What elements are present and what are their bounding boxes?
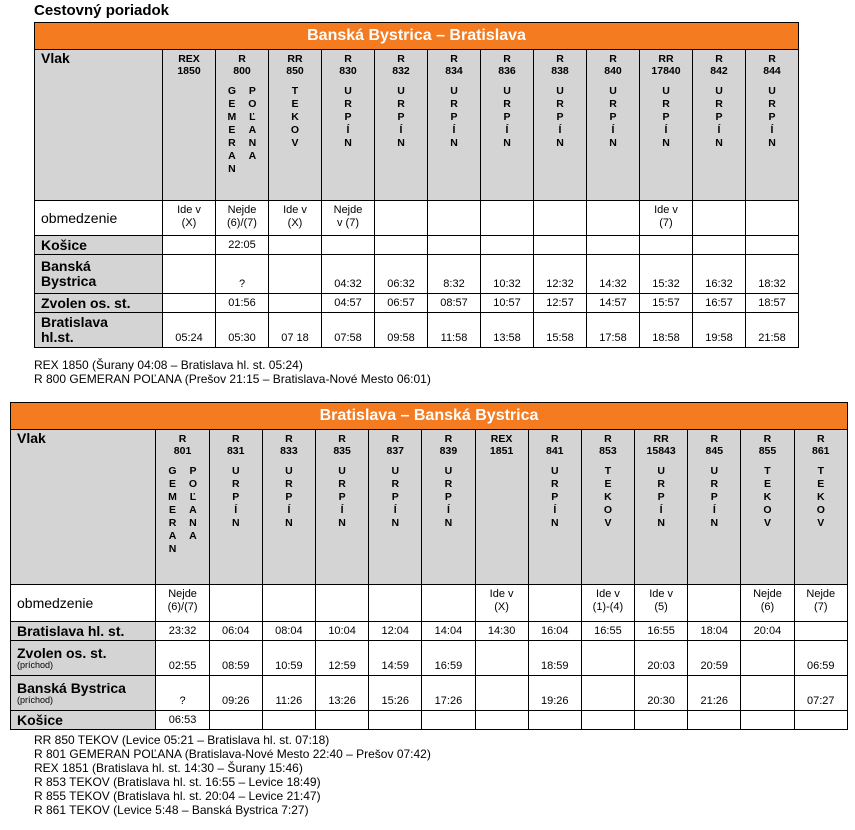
time-cell: 20:04 — [741, 622, 794, 641]
time-cell — [741, 676, 794, 711]
station-name: Košice — [35, 236, 163, 255]
time-cell — [269, 294, 322, 313]
time-cell: 12:04 — [369, 622, 422, 641]
station-name: Košice — [11, 711, 156, 730]
time-cell: 04:32 — [322, 255, 375, 294]
train-name-letters: U R P Í N — [444, 465, 453, 529]
time-cell — [741, 711, 794, 730]
train-column-7 — [534, 50, 587, 201]
time-cell: 18:58 — [640, 313, 693, 348]
train-name-vertical — [529, 465, 581, 530]
train-number: R 831 — [226, 433, 245, 457]
train-name-letters: U R P Í N — [609, 85, 617, 149]
time-cell — [481, 236, 534, 255]
train-name-vertical — [369, 465, 421, 530]
train-number: R 845 — [705, 433, 724, 457]
time-cell — [269, 236, 322, 255]
time-cell — [587, 236, 640, 255]
train-name-letters: U R P Í N — [397, 85, 405, 149]
time-cell: 04:57 — [322, 294, 375, 313]
train-column-1 — [216, 50, 269, 201]
train-column-4 — [375, 50, 428, 201]
restriction-cell — [369, 585, 422, 622]
time-cell — [163, 236, 216, 255]
time-cell: 14:57 — [587, 294, 640, 313]
train-number: R 834 — [445, 53, 463, 77]
train-name-vertical — [375, 85, 427, 150]
time-cell: 15:32 — [640, 255, 693, 294]
train-number: R 842 — [710, 53, 728, 77]
time-cell: 16:59 — [422, 641, 475, 676]
time-cell — [369, 711, 422, 730]
time-cell: 17:26 — [422, 676, 475, 711]
time-cell: 14:30 — [475, 622, 528, 641]
train-name-letters: U R P Í N — [391, 465, 400, 529]
train-name-vertical — [746, 85, 798, 150]
train-header-row — [35, 50, 799, 201]
train-number: R 832 — [392, 53, 410, 77]
time-cell — [528, 711, 581, 730]
station-row — [35, 313, 799, 348]
train-column-8 — [581, 430, 634, 585]
station-row — [35, 236, 799, 255]
time-cell: 21:26 — [688, 676, 741, 711]
train-number: R 839 — [439, 433, 458, 457]
train-number: R 840 — [604, 53, 622, 77]
train-column-3 — [322, 50, 375, 201]
station-name: Zvolen os. st. (príchod) — [11, 641, 156, 676]
station-row — [11, 622, 848, 641]
time-cell: 10:04 — [316, 622, 369, 641]
train-number: R 801 — [173, 433, 192, 457]
train-column-3 — [316, 430, 369, 585]
train-number: R 833 — [280, 433, 298, 457]
train-column-0 — [163, 50, 216, 201]
time-cell: 20:03 — [635, 641, 688, 676]
train-number: R 853 — [599, 433, 617, 457]
time-cell — [581, 711, 634, 730]
train-number: R 836 — [498, 53, 516, 77]
train-column-5 — [428, 50, 481, 201]
train-column-8 — [587, 50, 640, 201]
train-name-letters: U R P Í N — [344, 85, 352, 149]
train-name-vertical — [481, 85, 533, 150]
time-cell: 06:57 — [375, 294, 428, 313]
time-cell: 17:58 — [587, 313, 640, 348]
time-cell: 12:32 — [534, 255, 587, 294]
train-name-vertical — [263, 465, 315, 530]
time-cell: 14:59 — [369, 641, 422, 676]
time-cell — [163, 294, 216, 313]
time-cell — [794, 622, 847, 641]
time-cell: 12:59 — [316, 641, 369, 676]
time-cell: 16:55 — [635, 622, 688, 641]
train-column-11 — [746, 50, 799, 201]
train-name-vertical — [210, 465, 262, 530]
time-cell: 19:58 — [693, 313, 746, 348]
train-number: R 841 — [546, 433, 564, 457]
train-name-vertical — [422, 465, 474, 530]
route-title: Banská Bystrica – Bratislava — [35, 23, 799, 50]
train-name-vertical — [269, 85, 321, 150]
station-row — [11, 676, 848, 711]
train-number: R 861 — [812, 433, 830, 457]
time-cell: 09:26 — [209, 676, 262, 711]
time-cell — [269, 255, 322, 294]
train-number: REX 1850 — [177, 53, 201, 77]
time-cell — [209, 711, 262, 730]
time-cell — [375, 236, 428, 255]
vlak-label: Vlak — [11, 430, 156, 585]
train-name-vertical — [534, 85, 586, 150]
train-column-5 — [422, 430, 475, 585]
train-column-0 — [156, 430, 209, 585]
restriction-row — [11, 585, 848, 622]
time-cell — [635, 711, 688, 730]
train-number: R 844 — [763, 53, 781, 77]
restriction-cell: Ide v (5) — [635, 585, 688, 622]
train-column-2 — [262, 430, 315, 585]
time-cell: 15:57 — [640, 294, 693, 313]
time-cell: 07:27 — [794, 676, 847, 711]
train-name-vertical — [156, 465, 208, 556]
restriction-cell: Ide v (1)-(4) — [581, 585, 634, 622]
vlak-label: Vlak — [35, 50, 163, 201]
time-cell: 05:30 — [216, 313, 269, 348]
train-name-letters: T E K O V — [763, 465, 772, 529]
time-cell: 02:55 — [156, 641, 209, 676]
train-name-vertical — [582, 465, 634, 530]
restriction-row — [35, 201, 799, 236]
station-name: Bratislava hl.st. — [35, 313, 163, 348]
restriction-cell: Ide v (7) — [640, 201, 693, 236]
time-cell: 20:59 — [688, 641, 741, 676]
time-cell: 18:57 — [746, 294, 799, 313]
station-row — [11, 711, 848, 730]
train-name-vertical — [216, 85, 268, 176]
train-name-vertical — [795, 465, 847, 530]
restriction-cell: Nejde (6)/(7) — [156, 585, 209, 622]
time-cell: 11:26 — [262, 676, 315, 711]
time-cell: 19:26 — [528, 676, 581, 711]
restriction-cell — [528, 585, 581, 622]
restriction-cell — [688, 585, 741, 622]
train-name-two-columns — [156, 465, 208, 556]
train-name-letters: T E K O V — [603, 465, 613, 529]
time-cell: 22:05 — [216, 236, 269, 255]
timetable-bb-ba — [34, 22, 799, 348]
restriction-cell — [693, 201, 746, 236]
train-name-letters: U R P Í N — [662, 85, 670, 149]
time-cell — [741, 641, 794, 676]
restriction-cell: Nejde (6)/(7) — [216, 201, 269, 236]
time-cell: 10:32 — [481, 255, 534, 294]
train-name-col: P O Ľ A N A — [248, 85, 257, 162]
time-cell: 18:32 — [746, 255, 799, 294]
time-cell: 16:57 — [693, 294, 746, 313]
time-cell: 23:32 — [156, 622, 209, 641]
time-cell — [581, 641, 634, 676]
train-name-letters: U R P Í N — [231, 465, 240, 529]
train-number: R 837 — [386, 433, 405, 457]
time-cell: 20:30 — [635, 676, 688, 711]
time-cell: 15:58 — [534, 313, 587, 348]
train-number: RR 17840 — [651, 53, 681, 77]
train-name-letters: U R P Í N — [715, 85, 723, 149]
time-cell: 06:32 — [375, 255, 428, 294]
restriction-cell — [428, 201, 481, 236]
train-name-col: G E M E R A N — [227, 85, 237, 175]
time-cell: 16:55 — [581, 622, 634, 641]
time-cell: 06:59 — [794, 641, 847, 676]
train-column-7 — [528, 430, 581, 585]
train-name-letters: U R P Í N — [768, 85, 776, 149]
time-cell — [794, 711, 847, 730]
train-column-6 — [481, 50, 534, 201]
restriction-cell: Nejde (7) — [794, 585, 847, 622]
train-column-10 — [688, 430, 741, 585]
train-name-letters: T E K O V — [816, 465, 825, 529]
train-column-11 — [741, 430, 794, 585]
train-name-col: P O Ľ A N A — [188, 465, 198, 542]
time-cell: 07:58 — [322, 313, 375, 348]
restriction-cell: Ide v (X) — [163, 201, 216, 236]
page-title: Cestovný poriadok — [34, 2, 170, 19]
time-cell — [163, 255, 216, 294]
train-number: R 838 — [551, 53, 569, 77]
train-column-6 — [475, 430, 528, 585]
time-cell: 14:32 — [587, 255, 640, 294]
train-name-col: G E M E R A N — [168, 465, 177, 555]
train-name-letters: U R P Í N — [710, 465, 719, 529]
train-name-letters: U R P Í N — [503, 85, 511, 149]
time-cell — [475, 641, 528, 676]
train-column-1 — [209, 430, 262, 585]
train-number: R 835 — [333, 433, 351, 457]
train-column-9 — [635, 430, 688, 585]
time-cell: 14:04 — [422, 622, 475, 641]
time-cell: 18:59 — [528, 641, 581, 676]
time-cell: 11:58 — [428, 313, 481, 348]
restriction-cell: Ide v (X) — [475, 585, 528, 622]
time-cell: ? — [216, 255, 269, 294]
train-name-vertical — [635, 465, 687, 530]
train-number: RR 850 — [286, 53, 304, 77]
time-cell: 8:32 — [428, 255, 481, 294]
train-name-vertical — [741, 465, 793, 530]
train-number: REX 1851 — [489, 433, 514, 457]
time-cell: 06:53 — [156, 711, 209, 730]
note-line: R 861 TEKOV (Levice 5:48 – Banská Bystrica 7:27) — [34, 803, 309, 817]
train-name-vertical — [688, 465, 740, 530]
train-header-row — [11, 430, 848, 585]
time-cell: 01:56 — [216, 294, 269, 313]
station-note: (príchod) — [17, 695, 54, 705]
train-column-4 — [369, 430, 422, 585]
note-line: RR 850 TEKOV (Levice 05:21 – Bratislava hl. st. 07:18) — [34, 733, 330, 747]
timetable-ba-bb — [10, 402, 848, 730]
train-name-letters: U R P Í N — [550, 465, 559, 529]
time-cell — [316, 711, 369, 730]
train-name-letters: T E K O V — [290, 85, 300, 149]
station-name: Banská Bystrica — [35, 255, 163, 294]
time-cell: 08:57 — [428, 294, 481, 313]
train-column-12 — [794, 430, 847, 585]
train-number: R 800 — [233, 53, 251, 77]
time-cell: ? — [156, 676, 209, 711]
restriction-cell — [746, 201, 799, 236]
time-cell: 16:32 — [693, 255, 746, 294]
restriction-cell: Nejde (6) — [741, 585, 794, 622]
station-name: Banská Bystrica (príchod) — [11, 676, 156, 711]
train-column-9 — [640, 50, 693, 201]
time-cell: 08:59 — [209, 641, 262, 676]
time-cell — [746, 236, 799, 255]
time-cell — [534, 236, 587, 255]
station-note: (príchod) — [17, 660, 54, 670]
train-column-10 — [693, 50, 746, 201]
note-line: R 800 GEMERAN POĽANA (Prešov 21:15 – Bratislava-Nové Mesto 06:01) — [34, 372, 431, 386]
train-number: R 855 — [758, 433, 777, 457]
station-name: Bratislava hl. st. — [11, 622, 156, 641]
restriction-cell: Ide v (X) — [269, 201, 322, 236]
route-header-row — [35, 23, 799, 50]
time-cell: 15:26 — [369, 676, 422, 711]
restriction-cell — [422, 585, 475, 622]
restriction-cell — [481, 201, 534, 236]
train-number: RR 15843 — [646, 433, 676, 457]
time-cell: 09:58 — [375, 313, 428, 348]
time-cell — [262, 711, 315, 730]
time-cell: 05:24 — [163, 313, 216, 348]
time-cell: 12:57 — [534, 294, 587, 313]
time-cell: 07 18 — [269, 313, 322, 348]
train-name-vertical — [316, 465, 368, 530]
time-cell — [688, 711, 741, 730]
note-line: R 801 GEMERAN POĽANA (Bratislava-Nové Mesto 22:40 – Prešov 07:42) — [34, 747, 431, 761]
time-cell: 10:57 — [481, 294, 534, 313]
note-line: R 853 TEKOV (Bratislava hl. st. 16:55 – Levice 18:49) — [34, 775, 321, 789]
route-header-row — [11, 403, 848, 430]
time-cell: 06:04 — [209, 622, 262, 641]
train-name-letters: U R P Í N — [556, 85, 564, 149]
time-cell — [475, 676, 528, 711]
train-name-letters: U R P Í N — [657, 465, 665, 529]
train-name-letters: U R P Í N — [285, 465, 293, 529]
time-cell — [693, 236, 746, 255]
time-cell — [640, 236, 693, 255]
time-cell — [322, 236, 375, 255]
time-cell: 18:04 — [688, 622, 741, 641]
train-name-letters: U R P Í N — [450, 85, 458, 149]
station-name: Zvolen os. st. — [35, 294, 163, 313]
train-name-letters: U R P Í N — [338, 465, 346, 529]
restriction-cell — [262, 585, 315, 622]
time-cell: 13:26 — [316, 676, 369, 711]
time-cell — [428, 236, 481, 255]
train-name-vertical — [428, 85, 480, 150]
time-cell: 21:58 — [746, 313, 799, 348]
time-cell: 16:04 — [528, 622, 581, 641]
time-cell — [475, 711, 528, 730]
station-row — [11, 641, 848, 676]
train-name-vertical — [587, 85, 639, 150]
train-name-two-columns — [216, 85, 268, 176]
station-row — [35, 294, 799, 313]
time-cell: 10:59 — [262, 641, 315, 676]
time-cell — [581, 676, 634, 711]
time-cell: 08:04 — [262, 622, 315, 641]
time-cell: 13:58 — [481, 313, 534, 348]
restriction-cell — [375, 201, 428, 236]
note-line: REX 1851 (Bratislava hl. st. 14:30 – Šurany 15:46) — [34, 761, 303, 775]
restriction-cell — [209, 585, 262, 622]
route-title: Bratislava – Banská Bystrica — [11, 403, 848, 430]
train-name-vertical — [322, 85, 374, 150]
restriction-cell: Nejde v (7) — [322, 201, 375, 236]
train-column-2 — [269, 50, 322, 201]
train-number: R 830 — [339, 53, 357, 77]
station-row — [35, 255, 799, 294]
restriction-cell — [316, 585, 369, 622]
restriction-cell — [587, 201, 640, 236]
note-line: R 855 TEKOV (Bratislava hl. st. 20:04 – Levice 21:47) — [34, 789, 321, 803]
note-line: REX 1850 (Šurany 04:08 – Bratislava hl. st. 05:24) — [34, 358, 303, 372]
train-name-vertical — [640, 85, 692, 150]
obmedzenie-label: obmedzenie — [11, 585, 156, 622]
restriction-cell — [534, 201, 587, 236]
obmedzenie-label: obmedzenie — [35, 201, 163, 236]
time-cell — [422, 711, 475, 730]
train-name-vertical — [693, 85, 745, 150]
